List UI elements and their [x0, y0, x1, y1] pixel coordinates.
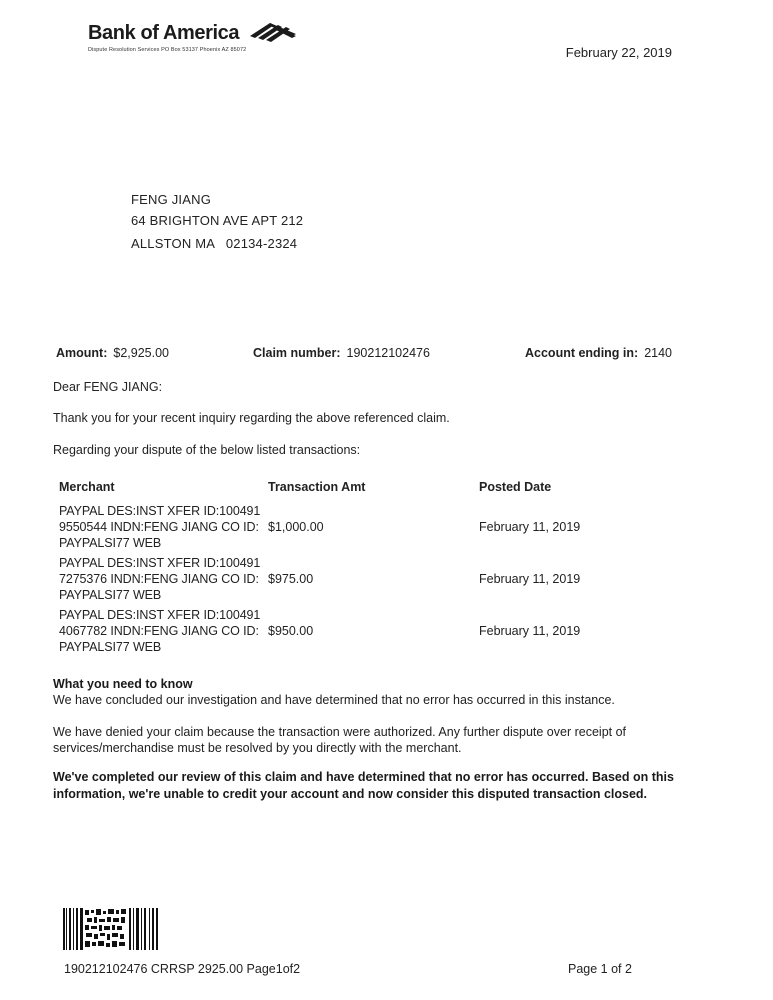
- section-title-what-you-need-to-know: What you need to know: [53, 677, 193, 691]
- table-row: [53, 553, 580, 605]
- merchant-cell: PAYPAL DES:INST XFER ID:1004919550544 INDN:FENG JIANG CO ID:PAYPALSI77 WEB: [59, 504, 261, 550]
- amount-cell: $1,000.00: [268, 520, 324, 534]
- barcode-icon: [63, 908, 158, 950]
- return-address: Dispute Resolution Services PO Box 53137 Phoenix AZ 85072: [88, 47, 247, 53]
- header-merchant: Merchant: [59, 480, 115, 494]
- posted-date-cell: February 11, 2019: [479, 624, 581, 638]
- claim-value: 190212102476: [346, 346, 430, 360]
- account-value: 2140: [644, 346, 672, 360]
- dispute-intro: Regarding your dispute of the below listed transactions:: [53, 443, 361, 457]
- claim-label: Claim number:: [253, 346, 341, 360]
- recipient-street: 64 BRIGHTON AVE APT 212: [131, 213, 304, 228]
- recipient-city-state-zip: ALLSTON MA 02134-2324: [131, 236, 298, 251]
- footer-reference: 190212102476 CRRSP 2925.00 Page1of2: [64, 962, 301, 976]
- amount-value: $2,925.00: [113, 346, 169, 360]
- table-header-row: [53, 478, 580, 501]
- amount-cell: $950.00: [268, 624, 314, 638]
- header-transaction-amt: Transaction Amt: [268, 480, 366, 494]
- greeting: Dear FENG JIANG:: [53, 380, 163, 394]
- denied-paragraph: We have denied your claim because the transaction were authorized. Any further dispute over receipt of services/merchandise must be resolved by you directly with the merchant.: [53, 725, 627, 755]
- merchant-cell: PAYPAL DES:INST XFER ID:1004914067782 INDN:FENG JIANG CO ID:PAYPALSI77 WEB: [59, 608, 261, 654]
- amount-cell: $975.00: [268, 572, 314, 586]
- claim-summary: [253, 346, 430, 360]
- amount-label: Amount:: [56, 346, 108, 360]
- bank-name: Bank of America: [88, 21, 240, 44]
- merchant-cell: PAYPAL DES:INST XFER ID:1004917275376 INDN:FENG JIANG CO ID:PAYPALSI77 WEB: [59, 556, 261, 602]
- account-label: Account ending in:: [525, 346, 639, 360]
- final-determination-paragraph: We've completed our review of this claim and have determined that no error has occurred. Based on this information, we're unable to credit your account and now consider this disputed transaction closed.: [53, 770, 674, 801]
- concluded-paragraph: We have concluded our investigation and have determined that no error has occurred in this instance.: [53, 693, 615, 707]
- transactions-table: [53, 478, 580, 657]
- bank-logo-block: [88, 20, 298, 53]
- table-row: [53, 605, 580, 657]
- posted-date-cell: February 11, 2019: [479, 572, 581, 586]
- page-number: Page 1 of 2: [568, 962, 632, 976]
- recipient-address: [131, 189, 303, 254]
- amount-summary: [56, 346, 169, 360]
- header-posted-date: Posted Date: [479, 480, 552, 494]
- letter-date: February 22, 2019: [565, 45, 672, 60]
- posted-date-cell: February 11, 2019: [479, 520, 581, 534]
- intro-paragraph: Thank you for your recent inquiry regarding the above referenced claim.: [53, 411, 450, 425]
- recipient-name: FENG JIANG: [131, 192, 212, 207]
- bank-flag-logo-icon: [248, 20, 298, 46]
- table-row: [53, 501, 580, 553]
- account-summary: [525, 346, 672, 360]
